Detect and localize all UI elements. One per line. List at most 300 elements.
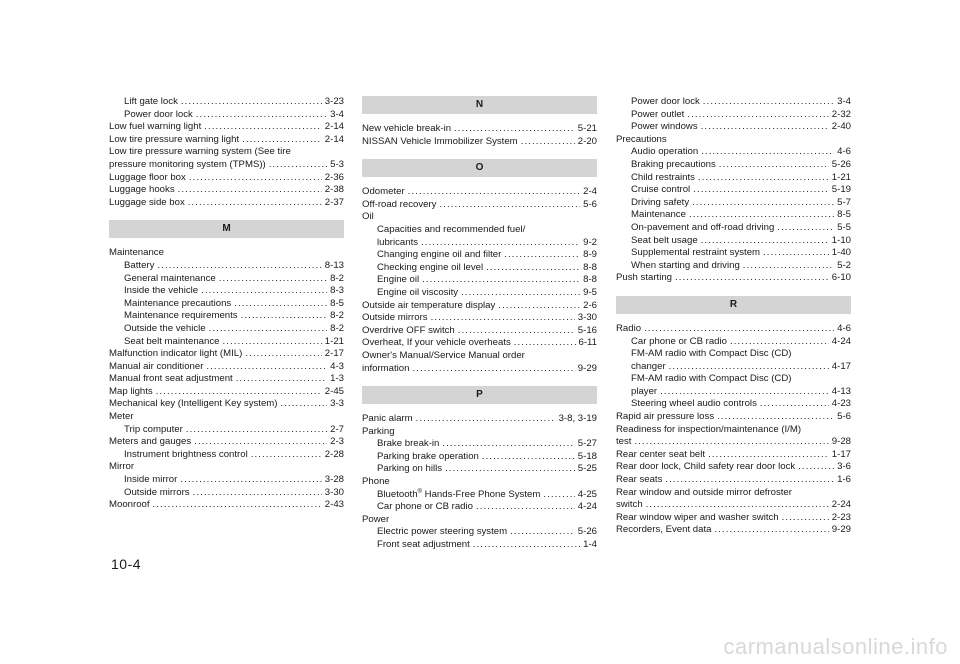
index-subentry (109, 323, 344, 336)
page-reference: 2-4 (583, 186, 597, 198)
index-subentry (109, 96, 344, 109)
index-entry-text: Maintenance (631, 209, 686, 221)
dot-leader (703, 96, 834, 109)
page-reference: 2-3 (330, 436, 344, 448)
watermark: carmanualsonline.info (723, 634, 948, 659)
index-subentry (362, 451, 597, 464)
dot-leader (476, 501, 575, 514)
index-entry-text: Seat belt maintenance (124, 335, 220, 347)
page-reference: 2-38 (324, 184, 344, 196)
page-reference: 9-29 (831, 524, 851, 536)
dot-leader (157, 260, 321, 273)
index-entry-text: Audio operation (631, 146, 699, 158)
page-reference: 2-37 (324, 196, 344, 208)
page-reference: 5-2 (837, 259, 851, 271)
index-subentry (109, 424, 344, 437)
page-reference: 8-2 (330, 322, 344, 334)
section-gap (616, 285, 851, 296)
index-subentry (616, 222, 851, 235)
dot-leader (698, 172, 829, 185)
index-entry (362, 136, 597, 149)
dot-leader (514, 337, 576, 350)
index-entry (109, 121, 344, 134)
index-entry (109, 386, 344, 399)
index-entry (109, 499, 344, 512)
index-subentry (362, 438, 597, 451)
page-reference: 1-3 (330, 373, 344, 385)
page-reference: 4-24 (831, 335, 851, 347)
page-reference: 5-7 (837, 196, 851, 208)
dot-leader (634, 436, 828, 449)
index-entry-text-line: Low tire pressure warning system (See tire (109, 146, 291, 158)
index-entry-text: Inside the vehicle (124, 285, 199, 297)
dot-leader (644, 323, 834, 336)
index-entry (616, 524, 851, 537)
index-entry (362, 337, 597, 350)
page-reference: 5-19 (831, 184, 851, 196)
index-entry-text: Meters and gauges (109, 436, 192, 448)
page-reference: 8-9 (583, 249, 597, 261)
dot-leader (708, 449, 829, 462)
dot-leader (482, 451, 575, 464)
index-entry-text: NISSAN Vehicle Immobilizer System (362, 135, 518, 147)
index-entry-text: Moonroof (109, 499, 150, 511)
dot-leader (689, 209, 834, 222)
dot-leader (188, 197, 322, 210)
index-entry (109, 373, 344, 386)
page-reference: 4-25 (577, 488, 597, 500)
page-reference: 8-2 (330, 310, 344, 322)
page-reference: 8-2 (330, 272, 344, 284)
index-entry-text: Electric power steering system (377, 526, 508, 538)
dot-leader (692, 197, 834, 210)
page-reference: 1-10 (831, 234, 851, 246)
index-entry-text: lubricants (377, 236, 419, 248)
index-entry-text: Parking (362, 425, 395, 437)
page-reference: 3-30 (324, 486, 344, 498)
index-subentry (616, 373, 851, 398)
index-entry-text: Power windows (631, 121, 698, 133)
dot-leader (269, 159, 327, 172)
page-reference: 3-28 (324, 474, 344, 486)
index-entry-text: Outside mirrors (124, 486, 190, 498)
dot-leader (504, 249, 580, 262)
index-entry-text: Malfunction indicator light (MIL) (109, 348, 243, 360)
dot-leader (189, 172, 322, 185)
page-reference: 8-5 (330, 297, 344, 309)
page-reference: 2-23 (831, 511, 851, 523)
dot-leader (416, 413, 556, 426)
dot-leader (421, 237, 580, 250)
index-entry-text: Luggage hooks (109, 184, 175, 196)
dot-leader (486, 262, 580, 275)
index-entry-text: Driving safety (631, 196, 690, 208)
index-entry-text: Luggage floor box (109, 171, 186, 183)
index-entry-text-line: FM-AM radio with Compact Disc (CD) (631, 348, 792, 360)
dot-leader (743, 260, 834, 273)
dot-leader (180, 474, 321, 487)
index-entry (109, 361, 344, 374)
index-subentry (109, 298, 344, 311)
index-entry-text: Engine oil (377, 274, 420, 286)
index-subentry (362, 526, 597, 539)
section-gap (362, 177, 597, 186)
dot-leader (687, 109, 828, 122)
dot-leader (782, 512, 829, 525)
dot-leader (193, 487, 322, 500)
page-reference: 2-36 (324, 171, 344, 183)
index-subentry (616, 96, 851, 109)
index-entry-text: Outside the vehicle (124, 322, 206, 334)
page-reference: 5-3 (330, 158, 344, 170)
page-reference: 5-5 (837, 221, 851, 233)
dot-leader (242, 134, 322, 147)
dot-leader (730, 336, 829, 349)
index-subentry (616, 159, 851, 172)
dot-leader (196, 109, 327, 122)
dot-leader (760, 398, 829, 411)
index-entry-text: Parking on hills (377, 463, 443, 475)
index-entry-text: Supplemental restraint system (631, 247, 761, 259)
page-reference: 3-3 (330, 398, 344, 410)
index-entry-text: Steering wheel audio controls (631, 398, 757, 410)
index-entry-text: Power door lock (124, 108, 193, 120)
index-entry-text: Low fuel warning light (109, 121, 202, 133)
index-subentry (362, 262, 597, 275)
index-entry-text-line: Owner's Manual/Service Manual order (362, 349, 525, 361)
dot-leader (408, 186, 580, 199)
index-entry-text: Checking engine oil level (377, 261, 484, 273)
dot-leader (510, 526, 575, 539)
page-reference: 9-29 (577, 362, 597, 374)
index-entry-text: Inside mirror (124, 474, 178, 486)
index-subentry (362, 249, 597, 262)
index-entry (109, 348, 344, 361)
index-entry (362, 350, 597, 375)
page-reference: 6-11 (578, 337, 597, 349)
section-gap (362, 114, 597, 123)
index-entry-text: Manual front seat adjustment (109, 373, 233, 385)
index-entry-text: Braking precautions (631, 158, 716, 170)
index-subentry (109, 260, 344, 273)
index-entry (109, 197, 344, 210)
index-entry (616, 323, 851, 336)
index-entry (109, 398, 344, 411)
index-entry-text: Outside air temperature display (362, 299, 496, 311)
index-entry (362, 325, 597, 338)
section-header-n: N (362, 96, 597, 114)
index-subentry (616, 260, 851, 273)
index-entry (109, 172, 344, 185)
page-reference: 8-5 (837, 209, 851, 221)
index-subentry (616, 235, 851, 248)
index-entry-text-line: Capacities and recommended fuel/ (377, 223, 526, 235)
index-subentry (616, 398, 851, 411)
index-entry-text: Brake break-in (377, 438, 440, 450)
page-reference: 3-8, 3-19 (558, 413, 597, 425)
dot-leader (445, 463, 575, 476)
section-header-o: O (362, 159, 597, 177)
index-entry-text: Trip computer (124, 423, 183, 435)
index-entry (616, 134, 851, 147)
index-entry (616, 461, 851, 474)
index-entry-text: Rear window wiper and washer switch (616, 511, 779, 523)
index-entry-text: Overdrive OFF switch (362, 324, 455, 336)
page-reference: 5-25 (577, 463, 597, 475)
section-gap (362, 148, 597, 159)
index-subentry (616, 109, 851, 122)
dot-leader (717, 411, 834, 424)
index-entry-text: Precautions (616, 133, 667, 145)
page-reference: 1-17 (831, 448, 851, 460)
dot-leader (241, 310, 328, 323)
dot-leader (181, 96, 322, 109)
dot-leader (204, 121, 322, 134)
index-entry (616, 424, 851, 449)
index-subentry (616, 209, 851, 222)
index-subentry (616, 336, 851, 349)
dot-leader (701, 235, 829, 248)
dot-leader (156, 386, 322, 399)
index-entry-text: Child restraints (631, 171, 695, 183)
index-entry-text: Recorders, Event data (616, 524, 712, 536)
page-reference: 6-10 (831, 272, 851, 284)
index-entry-text: Bluetooth® Hands-Free Phone System (377, 488, 541, 500)
page-reference: 1-4 (583, 539, 597, 551)
index-column-left (109, 96, 344, 512)
page-reference: 2-32 (831, 108, 851, 120)
page-reference: 1-21 (324, 335, 344, 347)
page-reference: 2-24 (831, 499, 851, 511)
page-reference: 4-6 (837, 146, 851, 158)
index-entry (109, 461, 344, 474)
index-entry-text: Odometer (362, 186, 405, 198)
index-subentry (362, 539, 597, 552)
index-entry-text: Push starting (616, 272, 672, 284)
index-entry-text: General maintenance (124, 272, 216, 284)
page-reference: 9-28 (831, 436, 851, 448)
index-entry (109, 146, 344, 171)
index-entry-text: Instrument brightness control (124, 448, 248, 460)
dot-leader (209, 323, 328, 336)
index-entry (362, 514, 597, 527)
index-entry-text: pressure monitoring system (TPMS)) (109, 158, 266, 170)
index-subentry (362, 463, 597, 476)
dot-leader (251, 449, 322, 462)
dot-leader (439, 199, 580, 212)
index-subentry (362, 274, 597, 287)
dot-leader (675, 272, 829, 285)
index-subentry (109, 273, 344, 286)
index-entry-text: Rapid air pressure loss (616, 411, 715, 423)
dot-leader (763, 247, 829, 260)
dot-leader (719, 159, 829, 172)
index-entry-text: Rear center seat belt (616, 448, 706, 460)
page-reference: 2-40 (831, 121, 851, 133)
page-reference: 3-23 (324, 96, 344, 107)
page-reference: 2-20 (577, 135, 597, 147)
page-reference: 2-43 (324, 499, 344, 511)
index-entry-text: Changing engine oil and filter (377, 249, 502, 261)
page-reference: 4-17 (831, 360, 851, 372)
index-subentry (616, 197, 851, 210)
index-entry-text: Mirror (109, 461, 135, 473)
dot-leader (454, 123, 575, 136)
index-subentry (362, 501, 597, 514)
index-entry (109, 247, 344, 260)
index-entry-text: test (616, 436, 632, 448)
dot-leader (669, 361, 829, 374)
dot-leader (431, 312, 575, 325)
index-entry-text: Rear seats (616, 474, 663, 486)
dot-leader (234, 298, 327, 311)
index-subentry (109, 336, 344, 349)
dot-leader (777, 222, 834, 235)
index-entry (362, 476, 597, 489)
index-column-right (616, 96, 851, 537)
page-reference: 5-26 (831, 158, 851, 170)
dot-leader (245, 348, 321, 361)
dot-leader (461, 287, 580, 300)
dot-leader (646, 499, 829, 512)
index-entry-text: Overheat, If your vehicle overheats (362, 337, 511, 349)
index-entry-text: Front seat adjustment (377, 539, 470, 551)
index-entry (362, 426, 597, 439)
dot-leader (665, 474, 834, 487)
index-entry-text: Luggage side box (109, 196, 185, 208)
page-reference: 4-3 (330, 360, 344, 372)
index-entry-text: On-pavement and off-road driving (631, 221, 775, 233)
index-entry (362, 199, 597, 212)
index-entry-text: Outside mirrors (362, 312, 428, 324)
index-entry-text: player (631, 385, 658, 397)
index-entry-text: Map lights (109, 385, 153, 397)
index-entry-text: Car phone or CB radio (377, 501, 473, 513)
page-reference: 5-27 (577, 438, 597, 450)
index-entry-text: Oil (362, 211, 374, 223)
index-entry-text: When starting and driving (631, 259, 740, 271)
dot-leader (153, 499, 322, 512)
section-gap (616, 314, 851, 323)
dot-leader (206, 361, 327, 374)
page-reference: 3-4 (837, 96, 851, 107)
index-subentry (616, 184, 851, 197)
index-entry-text: Meter (109, 411, 134, 423)
index-entry-text: Off-road recovery (362, 198, 437, 210)
index-subentry (109, 487, 344, 500)
index-subentry (109, 109, 344, 122)
index-subentry (616, 348, 851, 373)
page-reference: 3-4 (330, 108, 344, 120)
index-entry-text: New vehicle break-in (362, 123, 452, 134)
index-entry-text: Manual air conditioner (109, 360, 204, 372)
page-reference: 8-3 (330, 285, 344, 297)
page-reference: 9-5 (583, 286, 597, 298)
index-entry (362, 123, 597, 136)
index-entry (362, 413, 597, 426)
index-entry-text: switch (616, 499, 643, 511)
index-subentry (362, 287, 597, 300)
page-reference: 2-45 (324, 385, 344, 397)
section-gap (362, 375, 597, 386)
index-entry-text: Car phone or CB radio (631, 335, 727, 347)
index-entry-text: Power door lock (631, 96, 700, 107)
index-entry-text-line: FM-AM radio with Compact Disc (CD) (631, 373, 792, 385)
index-entry (109, 436, 344, 449)
index-entry-text: Battery (124, 259, 155, 271)
page-reference: 3-6 (837, 461, 851, 473)
index-entry-text: Power outlet (631, 108, 685, 120)
dot-leader (660, 386, 829, 399)
dot-leader (473, 539, 580, 552)
dot-leader (714, 524, 828, 537)
dot-leader (498, 300, 580, 313)
index-entry (616, 449, 851, 462)
index-entry-text: Rear door lock, Child safety rear door lock (616, 461, 796, 473)
section-header-r: R (616, 296, 851, 314)
dot-leader (701, 146, 834, 159)
page-reference: 2-14 (324, 121, 344, 133)
page-reference: 4-23 (831, 398, 851, 410)
index-entry-text: Maintenance (109, 247, 164, 259)
section-gap (109, 209, 344, 220)
index-subentry (362, 224, 597, 249)
index-entry-text: changer (631, 360, 666, 372)
dot-leader (236, 373, 327, 386)
section-header-p: P (362, 386, 597, 404)
dot-leader (521, 136, 575, 149)
index-entry-text: Low tire pressure warning light (109, 133, 240, 145)
dot-leader (412, 363, 574, 376)
index-subentry (109, 285, 344, 298)
index-entry (109, 411, 344, 424)
index-entry (109, 184, 344, 197)
page-reference: 8-8 (583, 274, 597, 286)
page-reference: 2-7 (330, 423, 344, 435)
index-entry (109, 134, 344, 147)
page-reference: 1-21 (831, 171, 851, 183)
dot-leader (219, 273, 327, 286)
dot-leader (422, 274, 580, 287)
dot-leader (281, 398, 328, 411)
page-reference: 8-8 (583, 261, 597, 273)
index-entry-text: Mechanical key (Intelligent Key system) (109, 398, 278, 410)
dot-leader (222, 336, 321, 349)
dot-leader (178, 184, 322, 197)
dot-leader (693, 184, 829, 197)
index-subentry (616, 247, 851, 260)
dot-leader (701, 121, 829, 134)
dot-leader (442, 438, 574, 451)
index-entry (616, 272, 851, 285)
page-reference: 2-6 (583, 299, 597, 311)
dot-leader (798, 461, 834, 474)
page-reference: 8-13 (324, 259, 344, 271)
index-entry (616, 512, 851, 525)
dot-leader (543, 489, 574, 502)
index-entry-text-line: Readiness for inspection/maintenance (I/M) (616, 423, 802, 435)
page-reference: 4-13 (831, 385, 851, 397)
page-reference: 3-30 (577, 312, 597, 324)
page-reference: 5-6 (837, 411, 851, 423)
index-entry (616, 411, 851, 424)
page-reference: 5-26 (577, 526, 597, 538)
section-gap (109, 238, 344, 247)
index-entry (616, 487, 851, 512)
index-entry (362, 186, 597, 199)
index-entry-text: information (362, 362, 410, 374)
index-entry (362, 300, 597, 313)
